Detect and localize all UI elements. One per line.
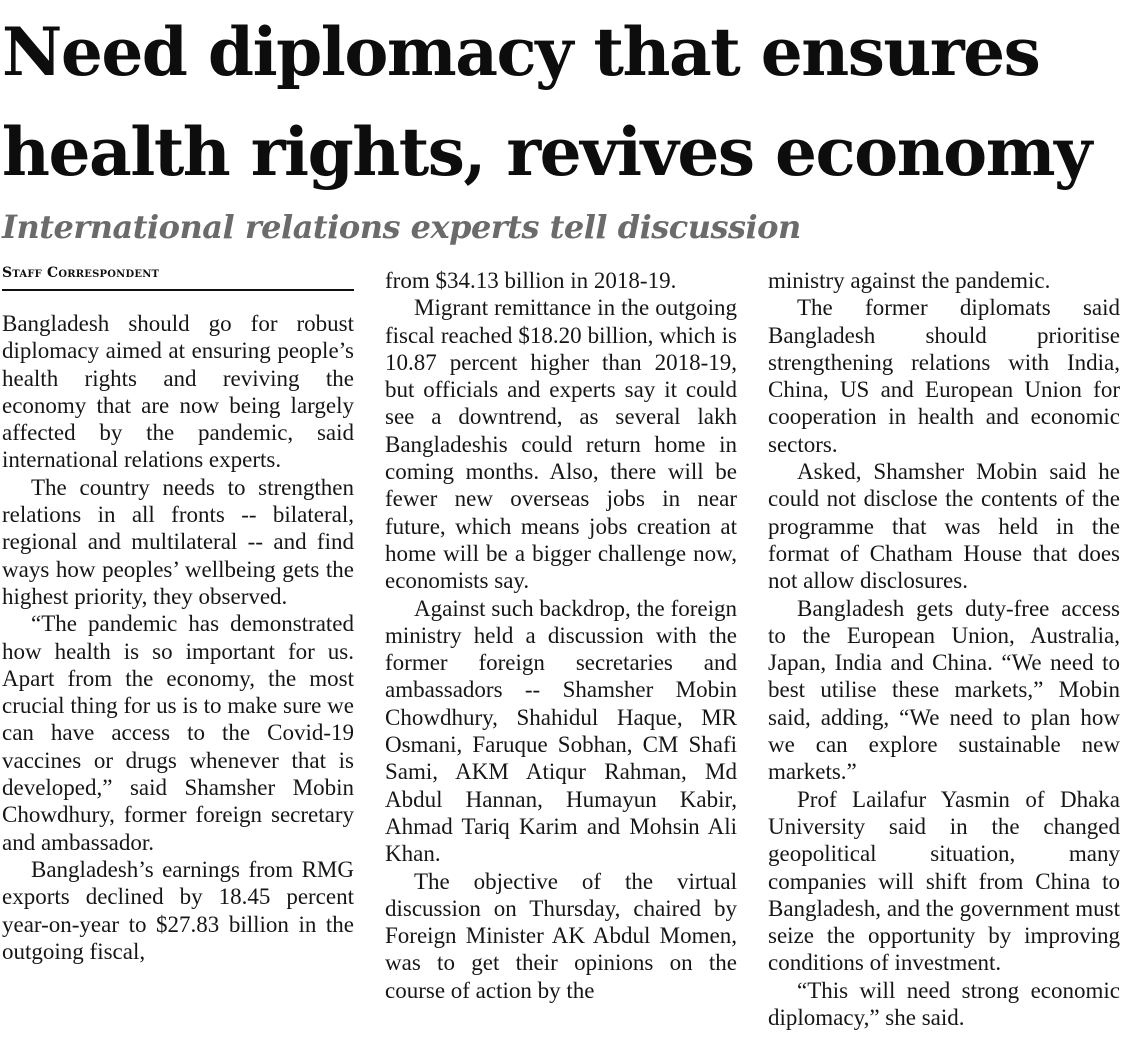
article-column-3 <box>768 267 1120 1031</box>
headline-line-1: Need diplomacy that ensures <box>2 13 1040 91</box>
paragraph: Prof Lailafur Yasmin of Dhaka University said in the changed geopolitical situation, many companies will shift from China to Bangladesh, and the government must seize the opportunity by improving conditions of investment. <box>768 786 1120 976</box>
paragraph: Asked, Shamsher Mobin said he could not disclose the contents of the programme that was held in the format of Chatham House that does not allow disclosures. <box>768 459 1120 594</box>
article-column-2 <box>385 267 737 1004</box>
paragraph: “The pandemic has demonstrated how health is so important for us. Apart from the economy, the most crucial thing for us is to make sure we can have access to the Covid-19 vaccines or drugs whenever that is developed,” said Shamsher Mobin Chowdhury, former foreign secretary and ambassador. <box>2 611 354 855</box>
paragraph: The country needs to strengthen relations in all fronts -- bilateral, regional and multilateral -- and find ways how peoples’ wellbeing gets the highest priority, they observed. <box>2 474 354 609</box>
headline <box>2 2 1121 202</box>
paragraph: Against such backdrop, the foreign ministry held a discussion with the former foreign secretaries and ambassadors -- Shamsher Mobin Chowdhury, Shahidul Haque, MR Osmani, Faruque Sobhan, CM Shafi Sami, AKM Atiqur Rahman, Md Abdul Hannan, Humayun Kabir, Ahmad Tariq Karim and Mohsin Ali Khan. <box>385 595 737 867</box>
paragraph: The former diplomats said Bangladesh should prioritise strengthening relations with India, China, US and European Union for cooperation in health and economic sectors. <box>768 295 1120 457</box>
paragraph: from $34.13 billion in 2018-19. <box>385 268 677 293</box>
headline-line-2: health rights, revives economy <box>2 113 1091 191</box>
paragraph: The objective of the virtual discussion on Thursday, chaired by Foreign Minister AK Abdul Momen, was to get their opinions on the course of action by the <box>385 868 737 1003</box>
paragraph: Bangladesh gets duty-free access to the European Union, Australia, Japan, India and China. “We need to best utilise these markets,” Mobin said, adding, “We need to plan how we can explore sustainable new markets.” <box>768 595 1120 785</box>
paragraph: ministry against the pandemic. <box>768 268 1051 293</box>
paragraph: Migrant remittance in the outgoing fiscal reached $18.20 billion, which is 10.87 percent higher than 2018-19, but officials and experts say it could see a downtrend, as several lakh Bangladeshis could return home in coming months. Also, there will be fewer new overseas jobs in near future, which means jobs creation at home will be a bigger challenge now, economists say. <box>385 295 737 594</box>
paragraph: Bangladesh should go for robust diplomacy aimed at ensuring people’s health rights and reviving the economy that are now being largely affected by the pandemic, said international relations experts. <box>2 311 354 473</box>
subheadline: International relations experts tell discussion <box>2 208 801 246</box>
article-column-1 <box>2 310 354 965</box>
paragraph: “This will need strong economic diplomacy,” she said. <box>768 977 1120 1031</box>
byline: Staff Correspondent <box>2 263 354 291</box>
paragraph: Bangladesh’s earnings from RMG exports declined by 18.45 percent year-on-year to $27.83 billion in the outgoing fiscal, <box>2 856 354 964</box>
